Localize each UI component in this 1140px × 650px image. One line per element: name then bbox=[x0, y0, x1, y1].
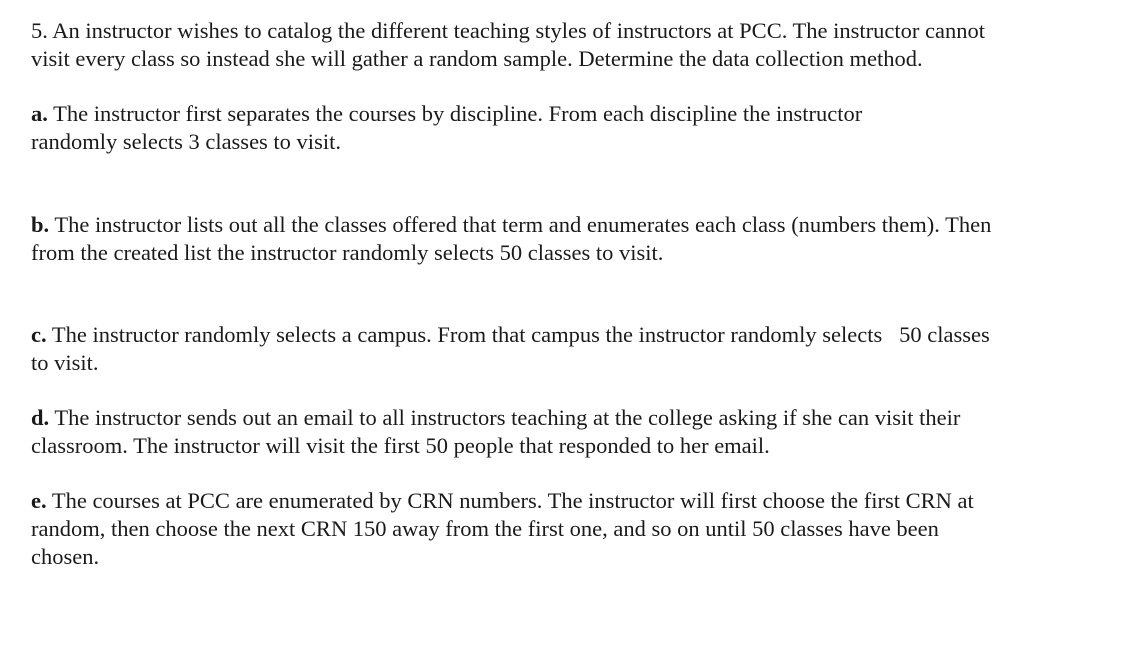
option-c-line-1 bbox=[31, 321, 1071, 349]
option-a bbox=[31, 100, 1071, 156]
option-c-line-2: to visit. bbox=[31, 350, 99, 375]
option-b-line-1 bbox=[31, 211, 1071, 239]
option-c bbox=[31, 321, 1071, 377]
option-e-line-2: random, then choose the next CRN 150 away from the first one, and so on until 50 classes have been bbox=[31, 516, 939, 541]
question-line-1: 5. An instructor wishes to catalog the different teaching styles of instructors at PCC. The instructor cannot bbox=[31, 18, 985, 43]
option-e bbox=[31, 487, 1071, 571]
option-d-text-1: The instructor sends out an email to all instructors teaching at the college asking if she can visit their bbox=[49, 405, 961, 430]
option-e-line-1 bbox=[31, 487, 1071, 515]
option-a-line-2: randomly selects 3 classes to visit. bbox=[31, 129, 341, 154]
option-d-line-2: classroom. The instructor will visit the first 50 people that responded to her email. bbox=[31, 433, 770, 458]
option-a-label: a. bbox=[31, 101, 48, 126]
option-d-label: d. bbox=[31, 405, 50, 430]
option-c-label: c. bbox=[31, 322, 47, 347]
option-a-line-1 bbox=[31, 100, 1071, 128]
option-b-line-2: from the created list the instructor randomly selects 50 classes to visit. bbox=[31, 240, 664, 265]
option-b-label: b. bbox=[31, 212, 50, 237]
option-b-text-1: The instructor lists out all the classes offered that term and enumerates each class (numbers them). Then bbox=[49, 212, 992, 237]
option-d-line-1 bbox=[31, 404, 1071, 432]
option-a-text-1: The instructor first separates the courses by discipline. From each discipline the instructor bbox=[47, 101, 863, 126]
option-e-text-1: The courses at PCC are enumerated by CRN numbers. The instructor will first choose the first CRN at bbox=[46, 488, 974, 513]
question-stem bbox=[31, 17, 1071, 73]
option-b bbox=[31, 211, 1071, 267]
option-d bbox=[31, 404, 1071, 460]
option-c-text-1: The instructor randomly selects a campus. From that campus the instructor randomly selects 50 classes bbox=[46, 322, 990, 347]
option-e-line-3: chosen. bbox=[31, 544, 100, 569]
document-body bbox=[31, 17, 1071, 571]
question-line-2: visit every class so instead she will gather a random sample. Determine the data collection method. bbox=[31, 46, 923, 71]
option-e-label: e. bbox=[31, 488, 47, 513]
